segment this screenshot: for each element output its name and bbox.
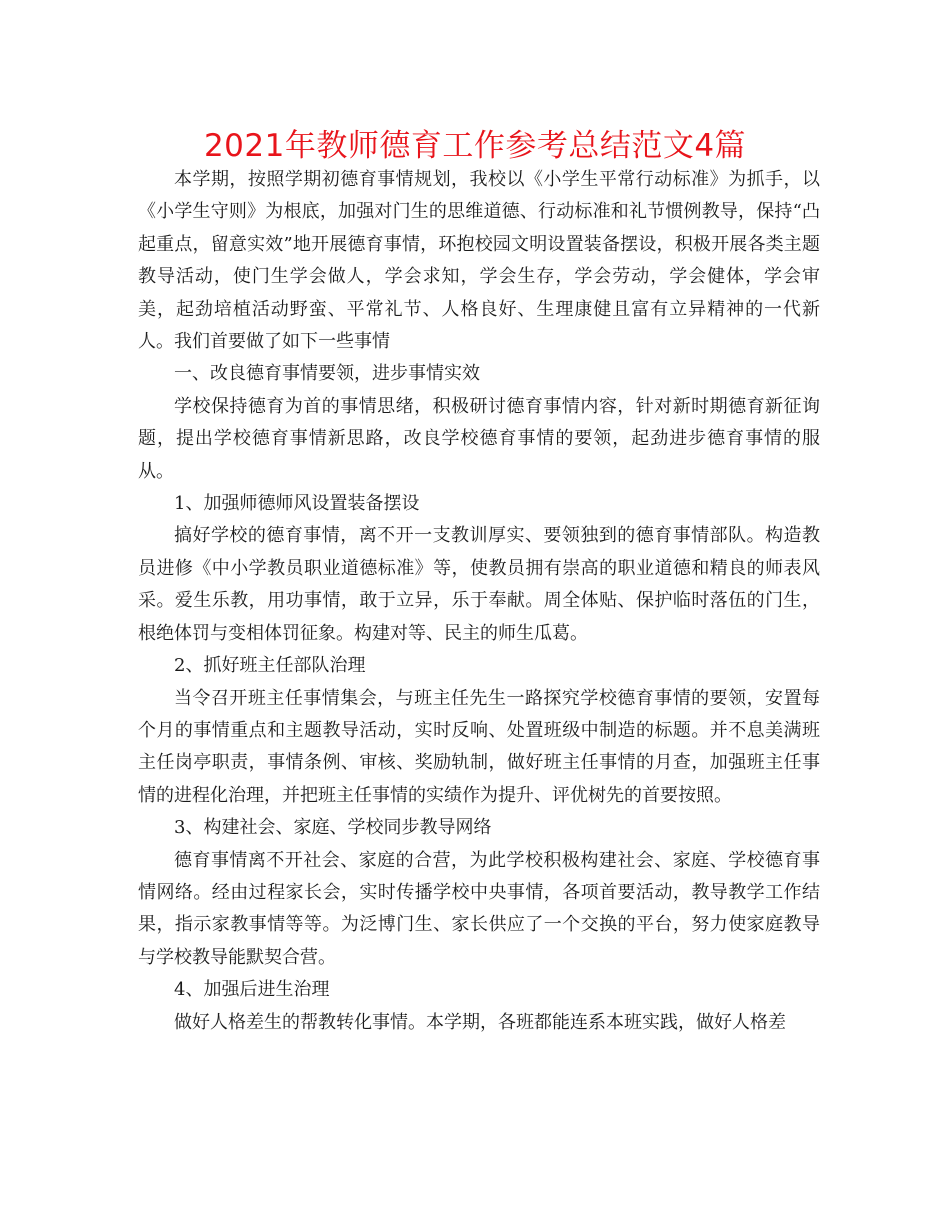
paragraph-section-1: 学校保持德育为首的事情思绪，积极研讨德育事情内容，针对新时期德育新征询题，提出学校德育事情新思路，改良学校德育事情的要领，起劲进步德育事情的服从。 <box>138 395 820 482</box>
heading-item-4: 4、加强后进生治理 <box>174 979 330 1001</box>
paragraph-item-3: 德育事情离不开社会、家庭的合营，为此学校积极构建社会、家庭、学校德育事情网络。经由过程家长会，实时传播学校中央事情，各项首要活动，教导教学工作结果，指示家教事情等等。为泛博门生、家长供应了一个交换的平台，努力使家庭教导与学校教导能默契合营。 <box>138 849 820 968</box>
paragraph-item-1: 搞好学校的德育事情，离不开一支教训厚实、要领独到的德育事情部队。构造教员进修《中小学教员职业道德标准》等，使教员拥有崇高的职业道德和精良的师表风采。爱生乐教，用功事情，敢于立异，乐于奉献。周全体贴、保护临时落伍的门生，根绝体罚与变相体罚征象。构建对等、民主的师生瓜葛。 <box>138 525 820 644</box>
document-title: 2021年教师德育工作参考总结范文4篇 <box>203 128 747 164</box>
paragraph-item-4: 做好人格差生的帮教转化事情。本学期，各班都能连系本班实践，做好人格差 <box>174 1011 786 1033</box>
heading-item-1: 1、加强师德师风设置装备摆设 <box>174 493 420 515</box>
heading-section-1: 一、改良德育事情要领，进步事情实效 <box>174 363 480 385</box>
heading-item-3: 3、构建社会、家庭、学校同步教导网络 <box>174 817 492 839</box>
paragraph-item-2: 当令召开班主任事情集会，与班主任先生一路探究学校德育事情的要领，安置每个月的事情重点和主题教导活动，实时反响、处置班级中制造的标题。并不息美满班主任岗亭职责，事情条例、审核、奖励轨制，做好班主任事情的月查，加强班主任事情的进程化治理，并把班主任事情的实绩作为提升、评优树先的首要按照。 <box>138 687 820 806</box>
document-body <box>138 164 820 1039</box>
heading-item-2: 2、抓好班主任部队治理 <box>174 655 366 677</box>
paragraph-intro: 本学期，按照学期初德育事情规划，我校以《小学生平常行动标准》为抓手，以《小学生守则》为根底，加强对门生的思维道德、行动标准和礼节惯例教导，保持“凸起重点，留意实效”地开展德育事情，环抱校园文明设置装备摆设，积极开展各类主题教导活动，使门生学会做人，学会求知，学会生存，学会劳动，学会健体，学会审美，起劲培植活动野蛮、平常礼节、人格良好、生理康健且富有立异精神的一代新人。我们首要做了如下一些事情 <box>138 169 820 353</box>
